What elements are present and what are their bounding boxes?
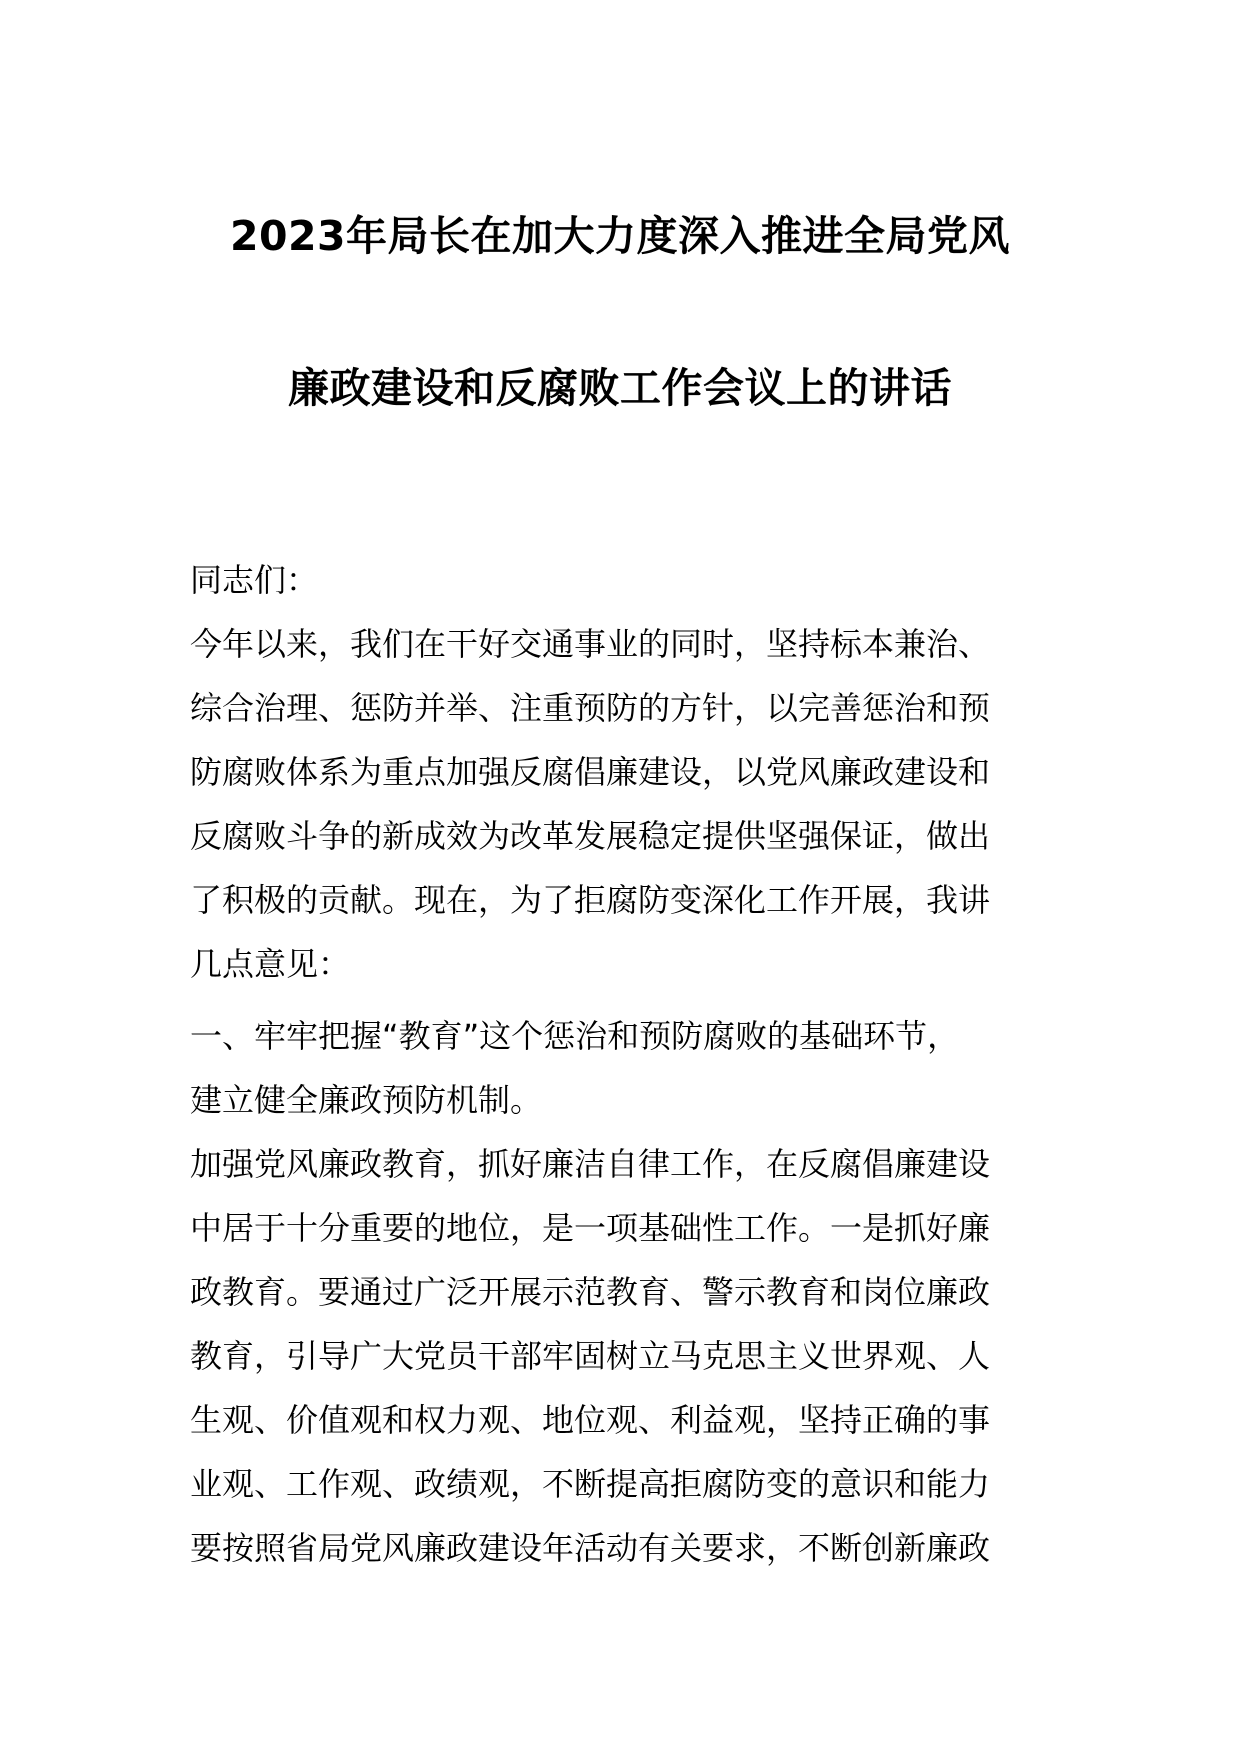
salutation: 同志们：	[190, 561, 319, 599]
text-line: 反腐败斗争的新成效为改革发展稳定提供坚强保证，做出	[190, 817, 991, 855]
document-title-line-1: 2023年局长在加大力度深入推进全局党风	[229, 212, 1011, 260]
paragraph-education	[190, 1132, 1070, 1580]
text-line: 生观、价值观和权力观、地位观、利益观，坚持正确的事	[190, 1401, 991, 1439]
text-line: 要按照省局党风廉政建设年活动有关要求，不断创新廉政	[190, 1529, 991, 1567]
text-line: 加强党风廉政教育，抓好廉洁自律工作，在反腐倡廉建设	[190, 1145, 991, 1183]
text-line: 几点意见：	[190, 945, 351, 983]
text-line: 今年以来，我们在干好交通事业的同时，坚持标本兼治、	[190, 625, 991, 663]
text-line: 防腐败体系为重点加强反腐倡廉建设，以党风廉政建设和	[190, 753, 991, 791]
text-line: 综合治理、惩防并举、注重预防的方针，以完善惩治和预	[190, 689, 991, 727]
text-line: 一、牢牢把握“教育”这个惩治和预防腐败的基础环节，	[190, 1017, 960, 1055]
document-title-line-2: 廉政建设和反腐败工作会议上的讲话	[288, 364, 952, 412]
section-heading-1	[190, 1004, 1070, 1132]
paragraph-intro	[190, 612, 1070, 996]
text-line: 业观、工作观、政绩观，不断提高拒腐防变的意识和能力	[190, 1465, 991, 1503]
text-line: 教育，引导广大党员干部牢固树立马克思主义世界观、人	[190, 1337, 991, 1375]
text-line: 建立健全廉政预防机制。	[190, 1081, 543, 1119]
text-line: 政教育。要通过广泛开展示范教育、警示教育和岗位廉政	[190, 1273, 991, 1311]
text-line: 中居于十分重要的地位，是一项基础性工作。一是抓好廉	[190, 1209, 991, 1247]
text-line: 了积极的贡献。现在，为了拒腐防变深化工作开展，我讲	[190, 881, 991, 919]
